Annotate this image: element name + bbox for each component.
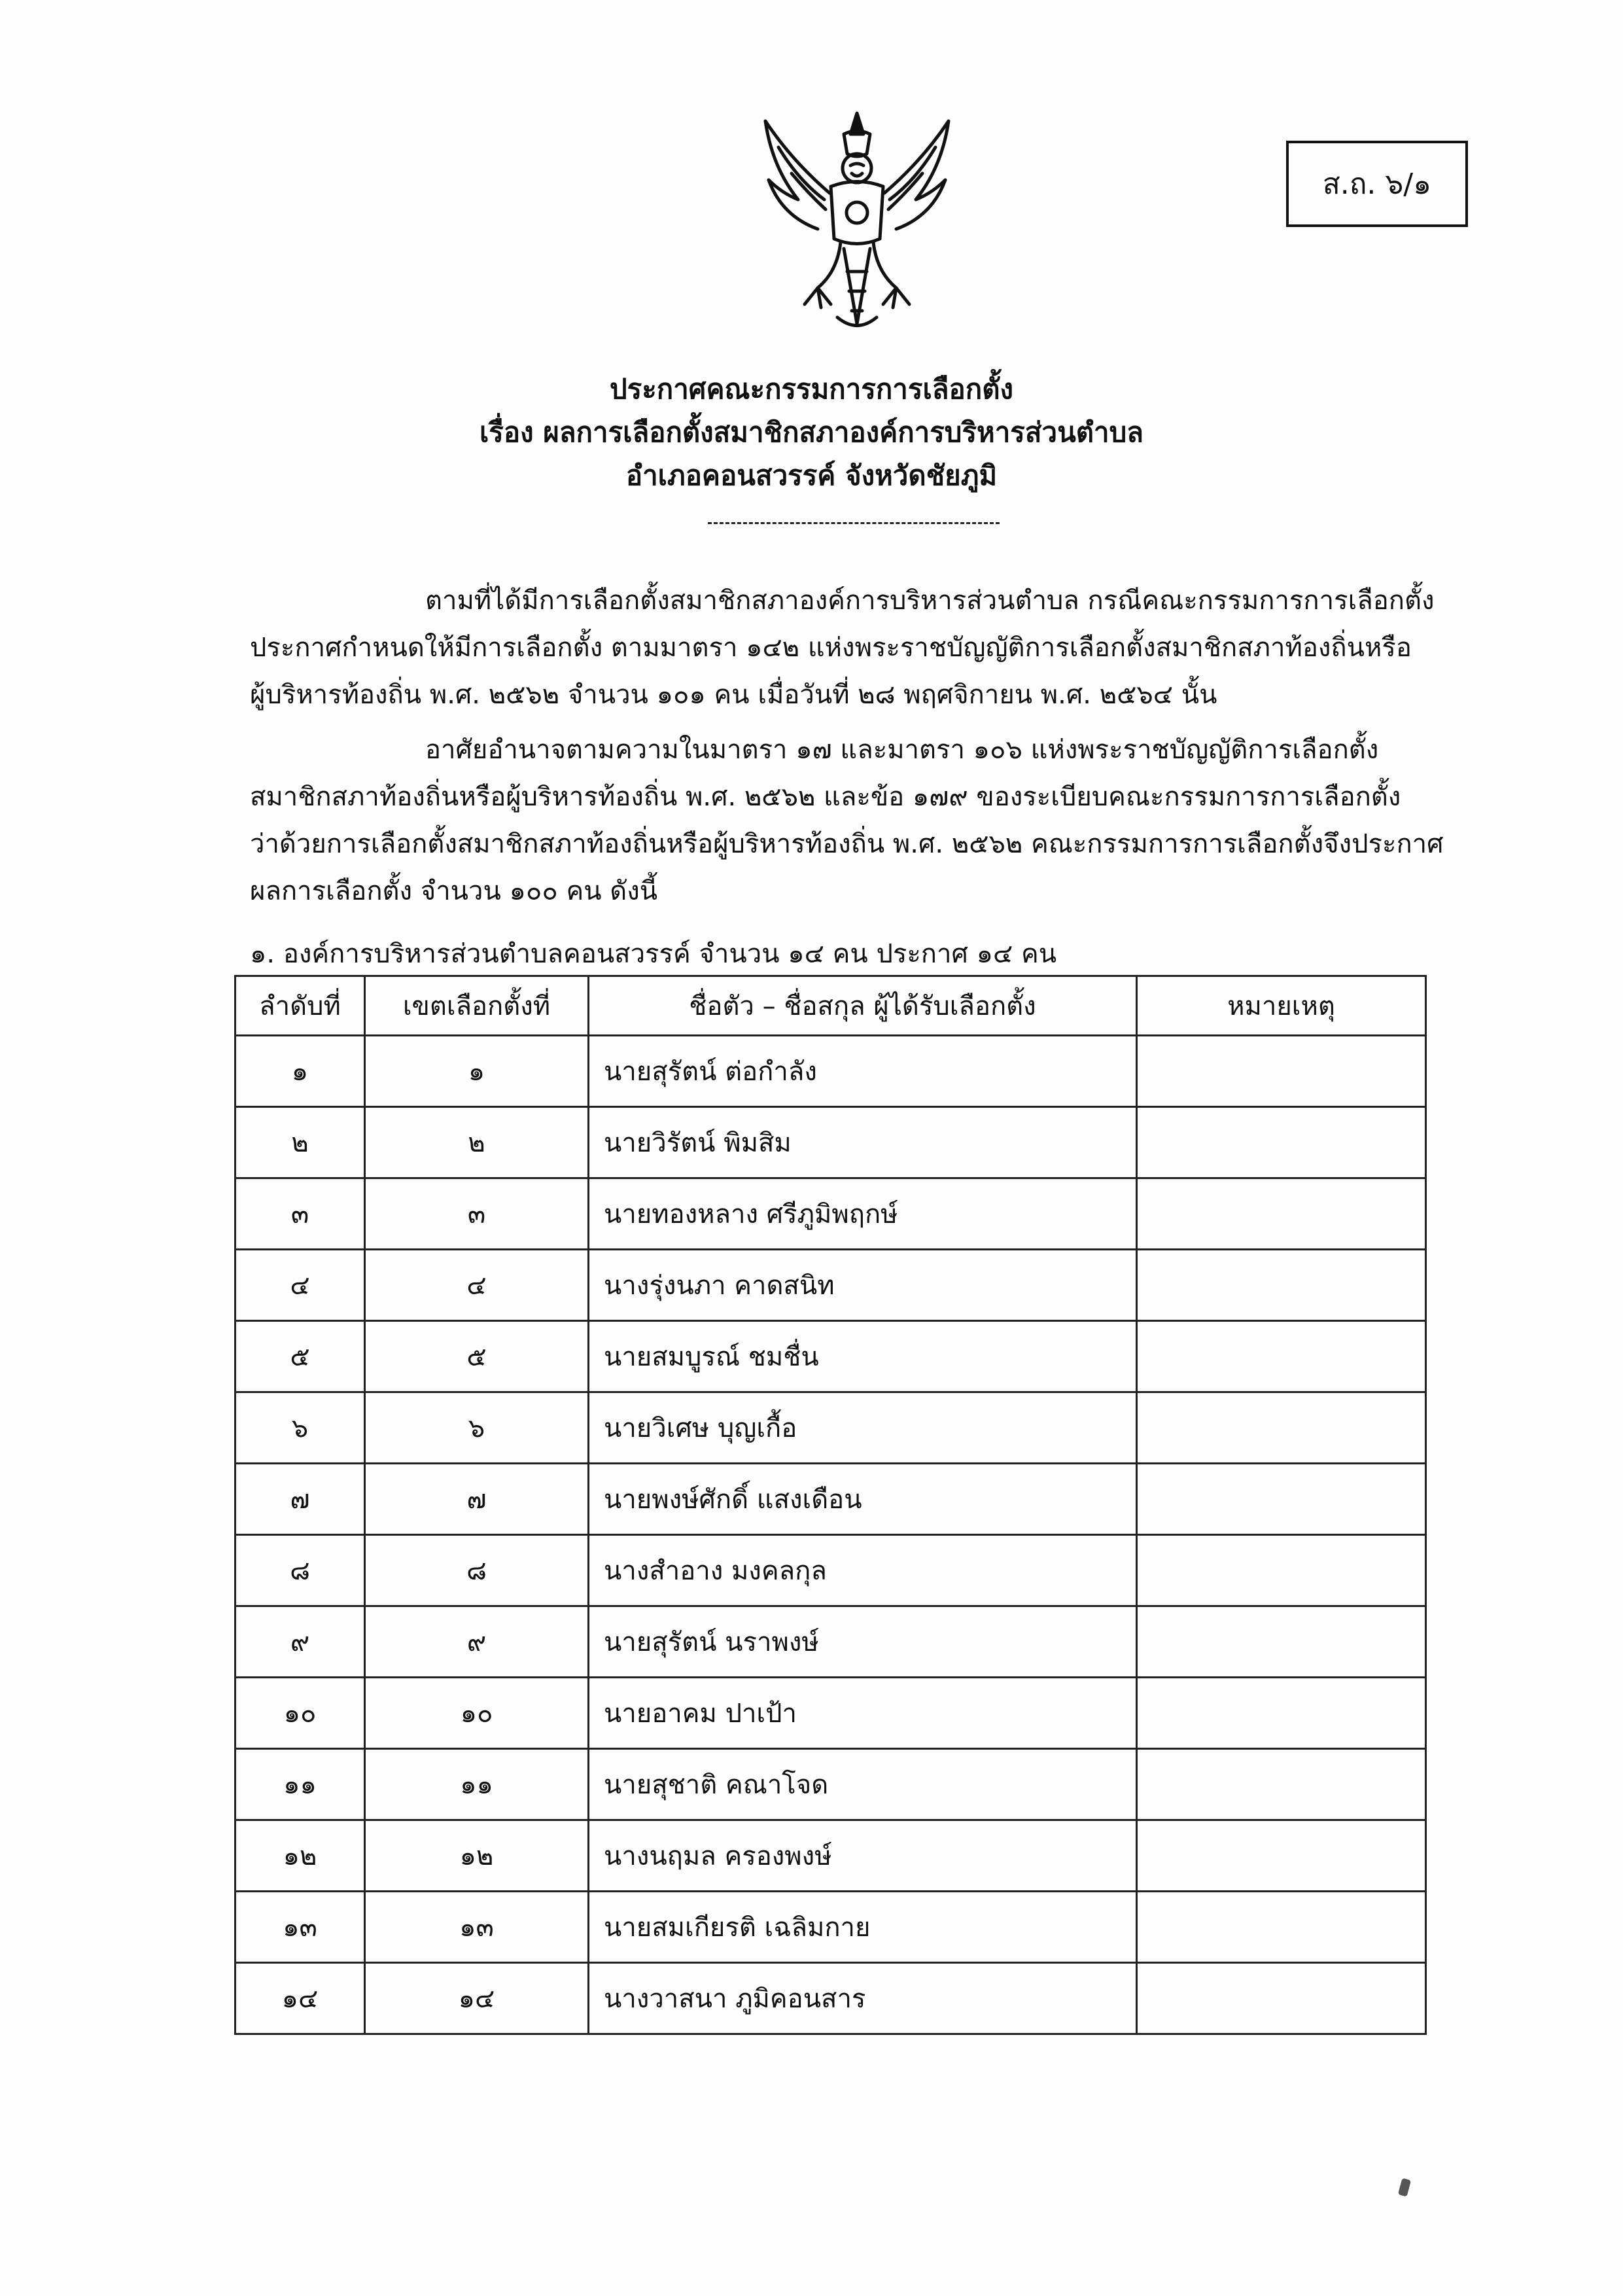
cell-order: ๘ bbox=[236, 1535, 365, 1606]
cell-order: ๗ bbox=[236, 1464, 365, 1535]
heading-divider bbox=[708, 522, 1000, 524]
cell-order: ๑๒ bbox=[236, 1820, 365, 1892]
cell-name: นายทองหลาง ศรีภูมิพฤกษ์ bbox=[589, 1178, 1137, 1250]
header-remark: หมายเหตุ bbox=[1137, 976, 1426, 1036]
table-row bbox=[236, 1107, 1426, 1178]
results-table bbox=[234, 975, 1427, 2035]
table-row bbox=[236, 1749, 1426, 1820]
paragraph-line: ตามที่ได้มีการเลือกตั้งสมาชิกสภาองค์การบริหารส่วนตำบล กรณีคณะกรรมการการเลือกตั้ง bbox=[425, 586, 1435, 616]
paragraph-line: อาศัยอำนาจตามความในมาตรา ๑๗ และมาตรา ๑๐๖ แห่งพระราชบัญญัติการเลือกตั้ง bbox=[425, 735, 1379, 765]
cell-remark bbox=[1137, 1820, 1426, 1892]
cell-zone: ๑๒ bbox=[365, 1820, 589, 1892]
table-row bbox=[236, 1464, 1426, 1535]
cell-zone: ๑๐ bbox=[365, 1678, 589, 1749]
paragraph-1 bbox=[250, 577, 1447, 718]
cell-remark bbox=[1137, 1606, 1426, 1678]
cell-zone: ๑ bbox=[365, 1036, 589, 1107]
cell-name: นายพงษ์ศักดิ์ แสงเดือน bbox=[589, 1464, 1137, 1535]
cell-name: นายวิรัตน์ พิมสิม bbox=[589, 1107, 1137, 1178]
cell-remark bbox=[1137, 1464, 1426, 1535]
cell-zone: ๖ bbox=[365, 1392, 589, 1464]
cell-order: ๓ bbox=[236, 1178, 365, 1250]
cell-zone: ๒ bbox=[365, 1107, 589, 1178]
cell-zone: ๔ bbox=[365, 1250, 589, 1321]
cell-name: นายสุชาติ คณาโจด bbox=[589, 1749, 1137, 1820]
table-row bbox=[236, 1892, 1426, 1963]
cell-zone: ๓ bbox=[365, 1178, 589, 1250]
table-row bbox=[236, 1963, 1426, 2034]
cell-name: นายสุรัตน์ ต่อกำลัง bbox=[589, 1036, 1137, 1107]
table-row bbox=[236, 1036, 1426, 1107]
cell-zone: ๑๔ bbox=[365, 1963, 589, 2034]
table-header-row bbox=[236, 976, 1426, 1036]
paragraph-line: ผู้บริหารท้องถิ่น พ.ศ. ๒๕๖๒ จำนวน ๑๐๑ คน เมื่อวันที่ ๒๘ พฤศจิกายน พ.ศ. ๒๕๖๔ นั้น bbox=[250, 680, 1217, 710]
cell-name: นางรุ่งนภา คาดสนิท bbox=[589, 1250, 1137, 1321]
paragraph-line: ผลการเลือกตั้ง จำนวน ๑๐๐ คน ดังนี้ bbox=[250, 876, 658, 906]
table-row bbox=[236, 1535, 1426, 1606]
table-row bbox=[236, 1321, 1426, 1392]
cell-name: นายสมบูรณ์ ชมชื่น bbox=[589, 1321, 1137, 1392]
cell-name: นางวาสนา ภูมิคอนสาร bbox=[589, 1963, 1137, 2034]
cell-order: ๖ bbox=[236, 1392, 365, 1464]
table-row bbox=[236, 1250, 1426, 1321]
header-order: ลำดับที่ bbox=[236, 976, 365, 1036]
cell-remark bbox=[1137, 1036, 1426, 1107]
cell-remark bbox=[1137, 1892, 1426, 1963]
cell-remark bbox=[1137, 1392, 1426, 1464]
table-row bbox=[236, 1820, 1426, 1892]
paragraph-line: สมาชิกสภาท้องถิ่นหรือผู้บริหารท้องถิ่น พ.ศ. ๒๕๖๒ และข้อ ๑๗๙ ของระเบียบคณะกรรมการการเลือกตั้ง bbox=[250, 782, 1401, 812]
garuda-emblem-icon bbox=[752, 108, 962, 337]
cell-zone: ๙ bbox=[365, 1606, 589, 1678]
scan-speck bbox=[1398, 2178, 1411, 2197]
cell-remark bbox=[1137, 1749, 1426, 1820]
cell-order: ๕ bbox=[236, 1321, 365, 1392]
cell-order: ๑๓ bbox=[236, 1892, 365, 1963]
form-code-label: ส.ถ. ๖/๑ bbox=[1322, 168, 1432, 201]
header-zone: เขตเลือกตั้งที่ bbox=[365, 976, 589, 1036]
table-row bbox=[236, 1606, 1426, 1678]
cell-name: นายสุรัตน์ นราพงษ์ bbox=[589, 1606, 1137, 1678]
form-code-box bbox=[1286, 141, 1468, 227]
cell-order: ๑๔ bbox=[236, 1963, 365, 2034]
cell-remark bbox=[1137, 1250, 1426, 1321]
paragraph-line: ประกาศกำหนดให้มีการเลือกตั้ง ตามมาตรา ๑๔๒ แห่งพระราชบัญญัติการเลือกตั้งสมาชิกสภาท้องถิ่นหรือ bbox=[250, 633, 1412, 663]
cell-zone: ๕ bbox=[365, 1321, 589, 1392]
cell-remark bbox=[1137, 1321, 1426, 1392]
cell-order: ๑ bbox=[236, 1036, 365, 1107]
cell-zone: ๑๑ bbox=[365, 1749, 589, 1820]
announcement-subject: เรื่อง ผลการเลือกตั้งสมาชิกสภาองค์การบริหารส่วนตำบล bbox=[479, 416, 1144, 448]
cell-name: นายสมเกียรติ เฉลิมกาย bbox=[589, 1892, 1137, 1963]
cell-remark bbox=[1137, 1678, 1426, 1749]
table-row bbox=[236, 1178, 1426, 1250]
cell-remark bbox=[1137, 1107, 1426, 1178]
cell-order: ๑๑ bbox=[236, 1749, 365, 1820]
section-title: ๑. องค์การบริหารส่วนตำบลคอนสวรรค์ จำนวน ๑๔ คน ประกาศ ๑๔ คน bbox=[250, 939, 1057, 969]
cell-name: นายวิเศษ บุญเกื้อ bbox=[589, 1392, 1137, 1464]
cell-order: ๒ bbox=[236, 1107, 365, 1178]
announcement-title: ประกาศคณะกรรมการการเลือกตั้ง bbox=[610, 373, 1013, 405]
cell-name: นายอาคม ปาเป้า bbox=[589, 1678, 1137, 1749]
cell-zone: ๑๓ bbox=[365, 1892, 589, 1963]
paragraph-2 bbox=[250, 726, 1447, 915]
table-row bbox=[236, 1678, 1426, 1749]
cell-order: ๑๐ bbox=[236, 1678, 365, 1749]
cell-zone: ๘ bbox=[365, 1535, 589, 1606]
cell-name: นางสำอาง มงคลกุล bbox=[589, 1535, 1137, 1606]
cell-name: นางนฤมล ครองพงษ์ bbox=[589, 1820, 1137, 1892]
table-row bbox=[236, 1392, 1426, 1464]
announcement-district: อำเภอคอนสวรรค์ จังหวัดชัยภูมิ bbox=[625, 459, 998, 491]
paragraph-line: ว่าด้วยการเลือกตั้งสมาชิกสภาท้องถิ่นหรือผู้บริหารท้องถิ่น พ.ศ. ๒๕๖๒ คณะกรรมการการเลือกตั้งจึงประกาศ bbox=[250, 829, 1444, 859]
cell-remark bbox=[1137, 1535, 1426, 1606]
cell-order: ๙ bbox=[236, 1606, 365, 1678]
cell-order: ๔ bbox=[236, 1250, 365, 1321]
cell-remark bbox=[1137, 1178, 1426, 1250]
cell-remark bbox=[1137, 1963, 1426, 2034]
cell-zone: ๗ bbox=[365, 1464, 589, 1535]
header-name: ชื่อตัว – ชื่อสกุล ผู้ได้รับเลือกตั้ง bbox=[589, 976, 1137, 1036]
